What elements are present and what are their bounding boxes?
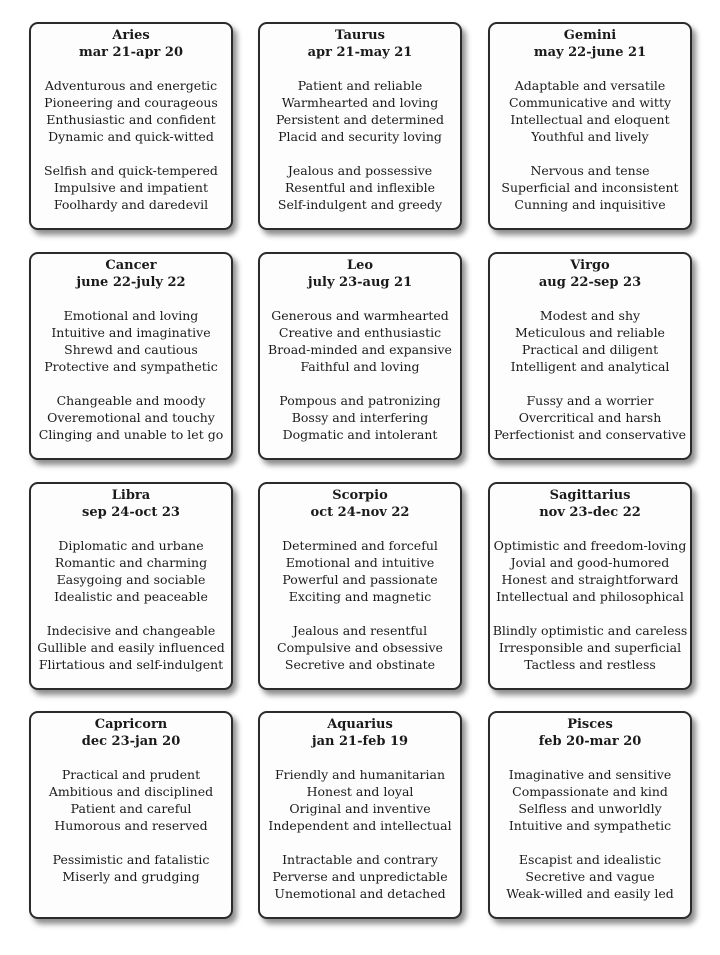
positive-trait: Practical and diligent: [521, 342, 659, 357]
sign-card-cancer: [29, 252, 233, 460]
negative-trait: Indecisive and changeable: [46, 623, 216, 638]
sign-name: Leo: [346, 258, 374, 273]
positive-traits-list: [260, 766, 460, 834]
negative-traits-list: [260, 392, 460, 443]
positive-traits-list: [31, 77, 231, 145]
negative-trait: Blindly optimistic and careless: [492, 623, 688, 638]
negative-traits-list: [31, 162, 231, 213]
positive-trait: Idealistic and peaceable: [54, 589, 208, 604]
negative-trait: Overcritical and harsh: [518, 410, 662, 425]
sign-dates: nov 23-dec 22: [539, 505, 641, 520]
sign-dates: apr 21-may 21: [307, 45, 413, 60]
positive-trait: Honest and straightforward: [501, 572, 679, 587]
positive-trait: Original and inventive: [289, 801, 431, 816]
negative-traits-list: [490, 392, 690, 443]
negative-trait: Self-indulgent and greedy: [277, 197, 443, 212]
positive-trait: Determined and forceful: [282, 538, 438, 553]
positive-trait: Intelligent and analytical: [510, 359, 670, 374]
positive-trait: Enthusiastic and confident: [46, 112, 216, 127]
negative-traits-list: [31, 392, 231, 443]
positive-traits-list: [490, 766, 690, 834]
negative-trait: Perfectionist and conservative: [493, 427, 687, 442]
positive-trait: Patient and reliable: [297, 78, 423, 93]
sign-card-leo: [258, 252, 462, 460]
positive-trait: Warmhearted and loving: [281, 95, 439, 110]
sign-card-aries: [29, 22, 233, 230]
sign-card-pisces: [488, 711, 692, 919]
positive-traits-list: [490, 307, 690, 375]
sign-dates: june 22-july 22: [76, 275, 186, 290]
positive-trait: Romantic and charming: [54, 555, 208, 570]
positive-traits-list: [31, 307, 231, 375]
negative-trait: Nervous and tense: [530, 163, 650, 178]
sign-name: Scorpio: [332, 488, 388, 503]
negative-trait: Secretive and obstinate: [284, 657, 436, 672]
negative-traits-list: [490, 162, 690, 213]
sign-dates: dec 23-jan 20: [81, 734, 181, 749]
positive-trait: Creative and enthusiastic: [278, 325, 442, 340]
positive-trait: Friendly and humanitarian: [274, 767, 445, 782]
positive-trait: Emotional and loving: [63, 308, 199, 323]
sign-dates: july 23-aug 21: [307, 275, 413, 290]
negative-trait: Perverse and unpredictable: [272, 869, 448, 884]
negative-traits-list: [260, 622, 460, 673]
positive-trait: Adventurous and energetic: [44, 78, 218, 93]
sign-card-gemini: [488, 22, 692, 230]
negative-trait: Bossy and interfering: [291, 410, 429, 425]
sign-card-scorpio: [258, 482, 462, 690]
positive-trait: Jovial and good-humored: [510, 555, 670, 570]
negative-trait: Foolhardy and daredevil: [53, 197, 209, 212]
negative-trait: Pompous and patronizing: [279, 393, 441, 408]
positive-trait: Patient and careful: [70, 801, 192, 816]
positive-trait: Broad-minded and expansive: [268, 342, 452, 357]
negative-trait: Resentful and inflexible: [284, 180, 436, 195]
negative-traits-list: [31, 851, 231, 885]
sign-name: Virgo: [570, 258, 610, 273]
positive-trait: Emotional and intuitive: [285, 555, 435, 570]
sign-card-capricorn: [29, 711, 233, 919]
sign-card-virgo: [488, 252, 692, 460]
positive-trait: Easygoing and sociable: [56, 572, 206, 587]
negative-trait: Superficial and inconsistent: [501, 180, 679, 195]
negative-trait: Tactless and restless: [524, 657, 656, 672]
negative-trait: Unemotional and detached: [274, 886, 446, 901]
positive-trait: Optimistic and freedom-loving: [493, 538, 687, 553]
negative-trait: Flirtatious and self-indulgent: [38, 657, 224, 672]
positive-trait: Independent and intellectual: [268, 818, 452, 833]
sign-dates: oct 24-nov 22: [310, 505, 410, 520]
positive-trait: Compassionate and kind: [512, 784, 668, 799]
positive-trait: Intuitive and sympathetic: [508, 818, 672, 833]
positive-trait: Persistent and determined: [275, 112, 445, 127]
sign-name: Cancer: [105, 258, 157, 273]
positive-trait: Shrewd and cautious: [64, 342, 198, 357]
negative-trait: Compulsive and obsessive: [277, 640, 443, 655]
negative-trait: Intractable and contrary: [282, 852, 438, 867]
positive-traits-list: [260, 307, 460, 375]
positive-trait: Communicative and witty: [508, 95, 672, 110]
negative-traits-list: [260, 851, 460, 902]
negative-trait: Irresponsible and superficial: [498, 640, 682, 655]
negative-trait: Overemotional and touchy: [47, 410, 215, 425]
negative-trait: Cunning and inquisitive: [514, 197, 666, 212]
sign-dates: feb 20-mar 20: [538, 734, 642, 749]
sign-card-sagittarius: [488, 482, 692, 690]
sign-dates: may 22-june 21: [533, 45, 647, 60]
negative-trait: Impulsive and impatient: [54, 180, 208, 195]
positive-trait: Faithful and loving: [300, 359, 420, 374]
positive-trait: Humorous and reserved: [54, 818, 208, 833]
positive-trait: Protective and sympathetic: [44, 359, 218, 374]
positive-trait: Exciting and magnetic: [288, 589, 432, 604]
sign-name: Taurus: [335, 28, 385, 43]
positive-trait: Honest and loyal: [306, 784, 414, 799]
positive-trait: Modest and shy: [539, 308, 641, 323]
negative-trait: Gullible and easily influenced: [37, 640, 225, 655]
negative-trait: Escapist and idealistic: [518, 852, 662, 867]
sign-dates: sep 24-oct 23: [82, 505, 180, 520]
positive-traits-list: [31, 537, 231, 605]
negative-trait: Secretive and vague: [525, 869, 655, 884]
sign-dates: mar 21-apr 20: [78, 45, 184, 60]
negative-trait: Miserly and grudging: [62, 869, 200, 884]
positive-trait: Intellectual and eloquent: [510, 112, 670, 127]
positive-trait: Powerful and passionate: [282, 572, 438, 587]
positive-trait: Youthful and lively: [531, 129, 649, 144]
sign-name: Gemini: [563, 28, 617, 43]
sign-dates: aug 22-sep 23: [538, 275, 642, 290]
positive-trait: Ambitious and disciplined: [48, 784, 214, 799]
positive-trait: Diplomatic and urbane: [58, 538, 204, 553]
sign-name: Pisces: [567, 717, 613, 732]
negative-trait: Dogmatic and intolerant: [282, 427, 438, 442]
sign-name: Libra: [111, 488, 151, 503]
positive-trait: Imaginative and sensitive: [508, 767, 672, 782]
negative-trait: Changeable and moody: [56, 393, 206, 408]
positive-traits-list: [260, 77, 460, 145]
positive-trait: Adaptable and versatile: [514, 78, 666, 93]
sign-name: Aquarius: [327, 717, 393, 732]
positive-traits-list: [31, 766, 231, 834]
negative-traits-list: [490, 622, 690, 673]
sign-name: Sagittarius: [549, 488, 631, 503]
positive-trait: Intellectual and philosophical: [496, 589, 684, 604]
negative-traits-list: [31, 622, 231, 673]
negative-trait: Jealous and possessive: [287, 163, 433, 178]
positive-trait: Generous and warmhearted: [271, 308, 449, 323]
positive-trait: Meticulous and reliable: [515, 325, 665, 340]
positive-trait: Intuitive and imaginative: [51, 325, 211, 340]
sign-card-taurus: [258, 22, 462, 230]
sign-card-libra: [29, 482, 233, 690]
sign-name: Aries: [112, 28, 150, 43]
negative-traits-list: [490, 851, 690, 902]
positive-trait: Dynamic and quick-witted: [48, 129, 214, 144]
positive-trait: Practical and prudent: [61, 767, 201, 782]
negative-trait: Clinging and unable to let go: [38, 427, 224, 442]
positive-trait: Selfless and unworldly: [518, 801, 662, 816]
positive-traits-list: [490, 77, 690, 145]
sign-card-aquarius: [258, 711, 462, 919]
positive-trait: Pioneering and courageous: [44, 95, 218, 110]
positive-traits-list: [260, 537, 460, 605]
negative-trait: Selfish and quick-tempered: [44, 163, 218, 178]
negative-trait: Pessimistic and fatalistic: [52, 852, 210, 867]
negative-trait: Weak-willed and easily led: [506, 886, 674, 901]
negative-trait: Jealous and resentful: [292, 623, 428, 638]
sign-dates: jan 21-feb 19: [311, 734, 409, 749]
negative-traits-list: [260, 162, 460, 213]
sign-name: Capricorn: [94, 717, 168, 732]
positive-traits-list: [490, 537, 690, 605]
positive-trait: Placid and security loving: [278, 129, 442, 144]
negative-trait: Fussy and a worrier: [526, 393, 654, 408]
